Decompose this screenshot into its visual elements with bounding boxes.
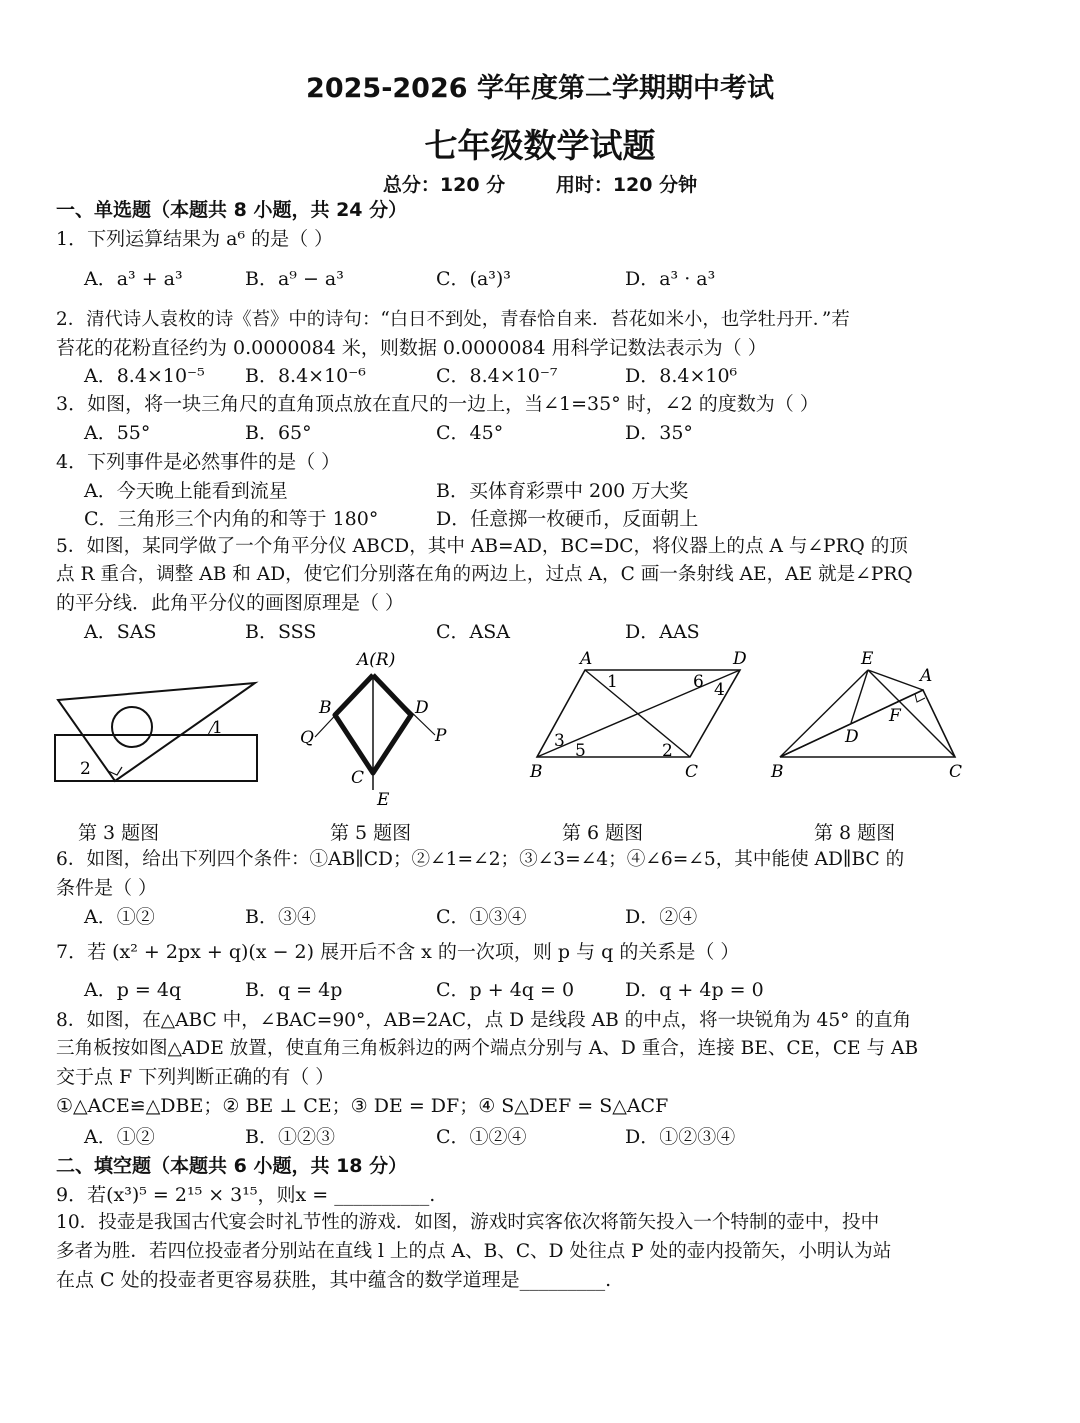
f6-angle-2: 2 (662, 741, 673, 761)
q8-option-a: A．①② (84, 1126, 155, 1148)
q5-option-d: D．AAS (625, 621, 700, 643)
f6-label-c: C (685, 762, 699, 782)
total-score: 总分：120 分 (382, 174, 506, 196)
q3-option-c: C．45° (436, 422, 504, 444)
f6-angle-3: 3 (554, 731, 565, 751)
q2-option-d: D．8.4×10⁶ (625, 365, 738, 387)
q7-stem: 7．若 (x² + 2px + q)(x − 2) 展开后不含 x 的一次项，则 p 与 q 的关系是（ ） (56, 941, 740, 963)
f3-angle-2: 2 (80, 759, 91, 779)
q10-line-3: 在点 C 处的投壶者更容易获胜，其中蕴含的数学道理是_________. (56, 1269, 612, 1291)
f6-angle-4: 4 (714, 680, 725, 700)
figure-8 (765, 645, 985, 785)
q9-stem: 9．若(x³)⁵ = 2¹⁵ × 3¹⁵，则x = __________. (56, 1184, 436, 1206)
exam-meta (0, 170, 1080, 197)
f8-label-d: D (845, 727, 859, 747)
q8-line-3: 交于点 F 下列判断正确的有（ ） (56, 1066, 335, 1088)
q1-stem: 1．下列运算结果为 a⁶ 的是（ ） (56, 228, 334, 250)
f8-triangle-abc (780, 690, 955, 757)
q7-option-a: A．p = 4q (84, 979, 182, 1001)
f5-label-c: C (351, 768, 365, 788)
q4-option-b: B．买体育彩票中 200 万大奖 (436, 480, 689, 502)
figure-5 (295, 645, 465, 815)
set-square-hole (112, 707, 152, 747)
f6-label-b: B (530, 762, 543, 782)
q6-option-c: C．①③④ (436, 906, 527, 928)
q5-option-c: C．ASA (436, 621, 510, 643)
figure-3 (50, 675, 270, 795)
f6-label-a: A (580, 649, 593, 669)
f5-label-b: B (319, 698, 332, 718)
f5-label-q: Q (300, 728, 314, 748)
f6-angle-5: 5 (575, 741, 586, 761)
f8-label-b: B (771, 762, 784, 782)
f5-label-e: E (377, 790, 390, 810)
q5-line-2: 点 R 重合，调整 AB 和 AD，使它们分别落在角的两边上，过点 A，C 画一条射线 AE，AE 就是∠PRQ (56, 564, 913, 585)
q4-option-a: A．今天晚上能看到流星 (84, 480, 288, 502)
q4-stem: 4．下列事件是必然事件的是（ ） (56, 451, 341, 473)
q5-option-b: B．SSS (245, 621, 317, 643)
q2-line-2: 苔花的花粉直径约为 0.0000084 米，则数据 0.0000084 用科学记数法表示为（ ） (56, 337, 767, 359)
q7-option-b: B．q = 4p (245, 979, 343, 1001)
caption-figure-5: 第 5 题图 (330, 822, 412, 844)
caption-figure-3: 第 3 题图 (78, 822, 160, 844)
q3-option-d: D．35° (625, 422, 693, 444)
subject-title: 七年级数学试题 (424, 126, 656, 165)
caption-figure-6: 第 6 题图 (562, 822, 644, 844)
q2-option-a: A．8.4×10⁻⁵ (84, 365, 205, 387)
q6-option-b: B．③④ (245, 906, 316, 928)
q6-option-a: A．①② (84, 906, 155, 928)
f6-label-d: D (733, 649, 747, 669)
q7-option-d: D．q + 4p = 0 (625, 979, 764, 1001)
q6-line-1: 6．如图，给出下列四个条件：①AB∥CD；②∠1=∠2；③∠3=∠4；④∠6=∠5，其中能使 AD∥BC 的 (56, 849, 905, 870)
section-1-heading: 一、单选题（本题共 8 小题，共 24 分） (56, 199, 408, 221)
exam-title: 2025-2026 学年度第二学期期中考试 (306, 73, 774, 104)
q1-option-b: B．a⁹ − a³ (245, 268, 344, 290)
q4-option-d: D．任意掷一枚硬币，反面朝上 (436, 508, 699, 530)
figure-6 (525, 645, 765, 785)
f5-label-d: D (415, 698, 429, 718)
q6-option-d: D．②④ (625, 906, 698, 928)
f6-angle-6: 6 (693, 672, 704, 692)
q5-line-1: 5．如图，某同学做了一个角平分仪 ABCD，其中 AB=AD，BC=DC，将仪器上的点 A 与∠PRQ 的顶 (56, 536, 908, 557)
f5-label-p: P (435, 726, 447, 746)
q3-option-b: B．65° (245, 422, 312, 444)
q8-statements: ①△ACE≌△DBE；② BE ⊥ CE；③ DE = DF；④ S△DEF = S△ACF (56, 1095, 669, 1117)
f6-angle-1: 1 (607, 672, 618, 692)
time-limit: 用时：120 分钟 (555, 174, 698, 196)
q3-stem: 3．如图，将一块三角尺的直角顶点放在直尺的一边上，当∠1=35° 时，∠2 的度数为（ ） (56, 393, 819, 415)
q1-option-a: A．a³ + a³ (84, 268, 183, 290)
q8-option-b: B．①②③ (245, 1126, 335, 1148)
q8-option-d: D．①②③④ (625, 1126, 736, 1148)
section-2-heading: 二、填空题（本题共 6 小题，共 18 分） (56, 1155, 408, 1177)
f3-angle-1: 1 (212, 718, 223, 738)
q5-line-3: 的平分线．此角平分仪的画图原理是（ ） (56, 592, 405, 614)
caption-figure-8: 第 8 题图 (814, 822, 896, 844)
q10-line-1: 10．投壶是我国古代宴会时礼节性的游戏．如图，游戏时宾客依次将箭矢投入一个特制的壶中，投中 (56, 1212, 880, 1233)
q8-option-c: C．①②④ (436, 1126, 527, 1148)
q2-option-c: C．8.4×10⁻⁷ (436, 365, 558, 387)
q1-option-c: C．(a³)³ (436, 268, 511, 290)
f8-label-a: A (920, 666, 933, 686)
q7-option-c: C．p + 4q = 0 (436, 979, 575, 1001)
q8-line-1: 8．如图，在△ABC 中，∠BAC=90°，AB=2AC，点 D 是线段 AB 的中点，将一块锐角为 45° 的直角 (56, 1010, 912, 1031)
q10-line-2: 多者为胜．若四位投壶者分别站在直线 l 上的点 A、B、C、D 处往点 P 处的壶内投箭矢，小明认为站 (56, 1241, 892, 1262)
f8-label-e: E (861, 649, 874, 669)
q8-line-2: 三角板按如图△ADE 放置，使直角三角板斜边的两个端点分别与 A、D 重合，连接 BE、CE，CE 与 AB (56, 1038, 919, 1059)
q6-line-2: 条件是（ ） (56, 877, 158, 899)
q3-option-a: A．55° (84, 422, 151, 444)
q2-option-b: B．8.4×10⁻⁶ (245, 365, 366, 387)
q2-line-1: 2．清代诗人袁枚的诗《苔》中的诗句：“白日不到处，青春恰自来．苔花如米小，也学牡丹开．”若 (56, 309, 850, 330)
f8-label-c: C (949, 762, 963, 782)
f8-label-f: F (889, 706, 901, 726)
q4-option-c: C．三角形三个内角的和等于 180° (84, 508, 379, 530)
q5-option-a: A．SAS (84, 621, 157, 643)
q1-option-d: D．a³ · a³ (625, 268, 716, 290)
f5-label-ar: A(R) (357, 650, 396, 670)
